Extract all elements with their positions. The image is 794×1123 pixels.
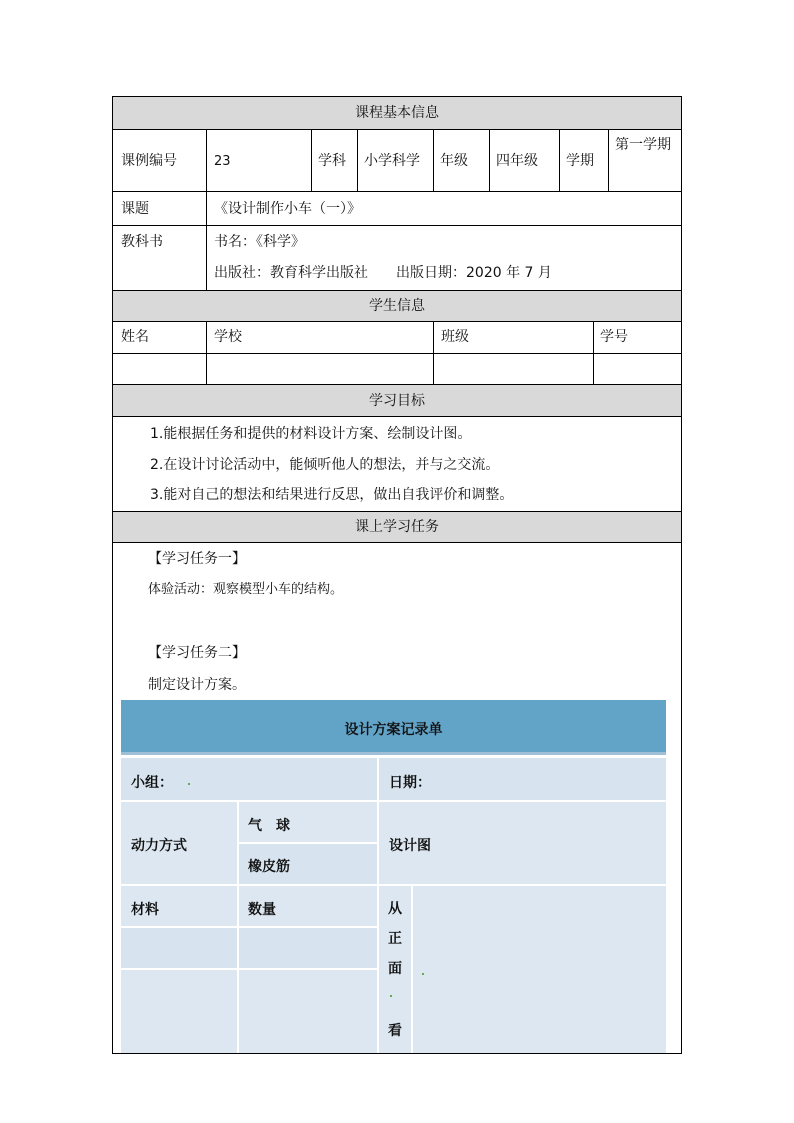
front-view-char-4: 看 <box>388 1023 402 1039</box>
textbook-label: 教科书 <box>121 234 163 250</box>
case-no-value: 23 <box>214 154 231 169</box>
course-info-header-text: 课程基本信息 <box>355 105 439 121</box>
publisher: 出版社：教育科学出版社 <box>214 265 368 281</box>
quantity-row-2-cell[interactable] <box>239 970 377 1054</box>
id-label: 学号 <box>600 329 628 345</box>
goal-item-3: 3.能对自己的想法和结果进行反思，做出自我评价和调整。 <box>150 487 514 503</box>
front-view-drawing-area[interactable] <box>413 886 666 1054</box>
book-name: 书名：《科学》 <box>214 234 305 250</box>
goal-item-2: 2.在设计讨论活动中，能倾听他人的想法，并与之交流。 <box>150 457 500 473</box>
quantity-row-1-cell[interactable] <box>239 928 377 968</box>
material-row-2-cell[interactable] <box>121 970 237 1054</box>
class-input-cell[interactable] <box>434 354 593 384</box>
subject-label: 学科 <box>318 153 346 169</box>
student-info-header-text: 学生信息 <box>369 298 425 314</box>
school-input-cell[interactable] <box>207 354 433 384</box>
material-label: 材料 <box>131 902 159 918</box>
subject-value: 小学科学 <box>364 153 420 169</box>
tasks-header-text: 课上学习任务 <box>355 519 439 535</box>
design-label: 设计图 <box>389 838 431 854</box>
material-row-1-cell[interactable] <box>121 928 237 968</box>
date-label: 日期： <box>389 775 431 791</box>
class-label: 班级 <box>441 329 469 345</box>
goals-header-text: 学习目标 <box>369 393 425 409</box>
topic-value: 《设计制作小车（一）》 <box>214 201 361 217</box>
grade-value: 四年级 <box>496 153 538 169</box>
lesson-info-table <box>112 96 682 1054</box>
group-label: 小组： <box>131 775 173 791</box>
school-label: 学校 <box>214 329 242 345</box>
task2-title: 【学习任务二】 <box>148 645 246 661</box>
term-label: 学期 <box>566 153 594 169</box>
task1-text: 体验活动：观察模型小车的结构。 <box>148 582 344 597</box>
design-record-sheet <box>121 700 666 1054</box>
power-option-rubber-band: 橡皮筋 <box>248 859 290 875</box>
front-view-char-1: 从 <box>388 901 402 917</box>
task1-title: 【学习任务一】 <box>148 551 246 567</box>
quantity-label: 数量 <box>248 902 276 918</box>
grade-label: 年级 <box>440 153 468 169</box>
front-view-char-2: 正 <box>388 931 402 947</box>
task2-text: 制定设计方案。 <box>148 677 246 693</box>
case-no-label: 课例编号 <box>121 153 177 169</box>
name-input-cell[interactable] <box>113 354 206 384</box>
topic-label: 课题 <box>121 201 149 217</box>
term-value: 第一学期 <box>615 137 671 153</box>
goal-item-1: 1.能根据任务和提供的材料设计方案、绘制设计图。 <box>150 426 472 442</box>
front-view-char-3: 面 <box>388 961 402 977</box>
pub-date: 出版日期：2020 年 7 月 <box>396 265 552 281</box>
id-input-cell[interactable] <box>594 354 681 384</box>
record-sheet-title: 设计方案记录单 <box>344 722 443 738</box>
power-label: 动力方式 <box>131 838 187 854</box>
name-label: 姓名 <box>121 329 149 345</box>
power-option-balloon: 气 球 <box>248 818 290 834</box>
